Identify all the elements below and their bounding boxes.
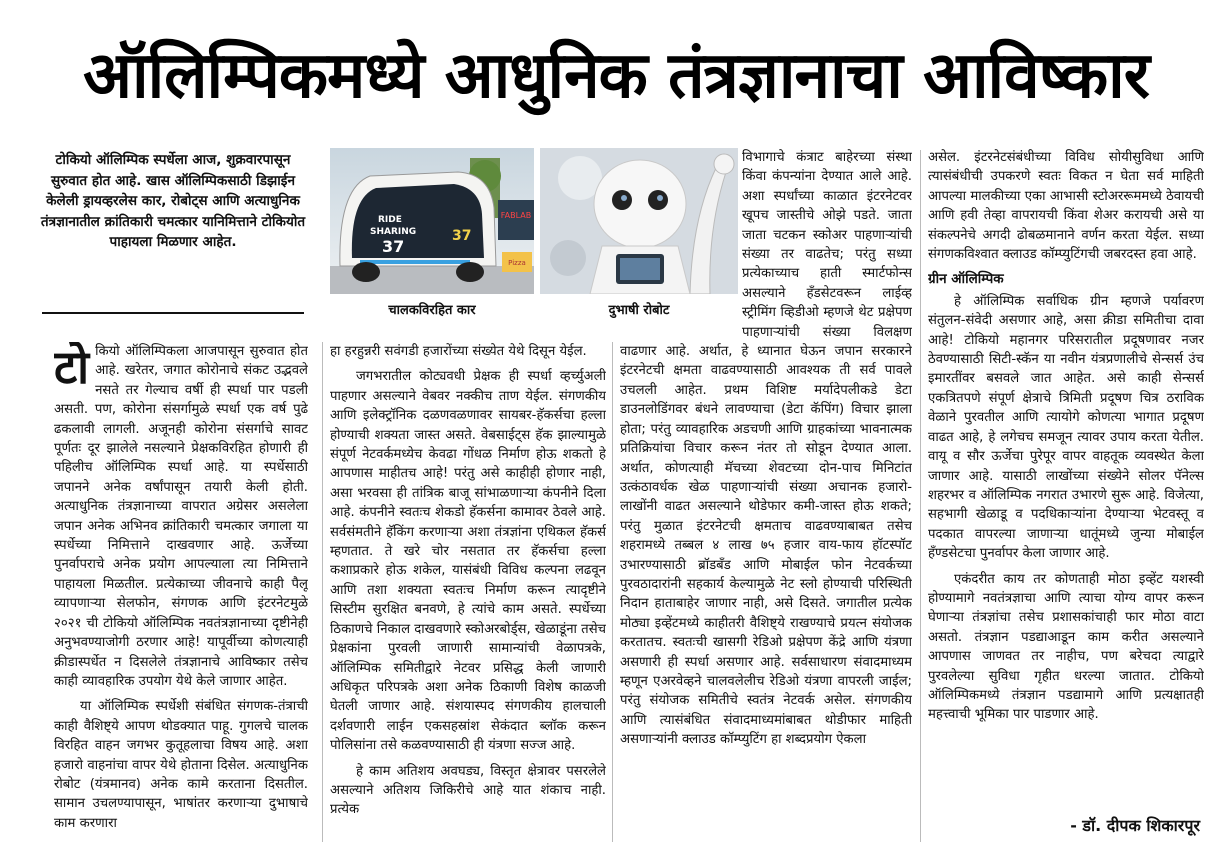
paragraph: एकंदरीत काय तर कोणताही मोठा इव्हेंट यशस्वी होण्यामागे नवतंत्रज्ञाचा आणि त्याचा योग्य वापर करून घेणाऱ्या तंत्रज्ञांचा तसेच प्रशासकांचाही फार मोठा वाटा असतो. तंत्रज्ञान पडद्याआडून काम करीत असल्याने आपणास जाणवत तर नाहीच, पण बरेचदा त्याद्वारे पुरवलेल्या सुविधा गृहीत धरल्या जातात. टोकियो ऑलिम्पिकमध्ये तंत्रज्ञान पडद्यामागे आणि प्रत्यक्षातही महत्त्वाची भूमिका पार पाडणार आहे.	[928, 571, 1204, 723]
lead-paragraph: टोकियो ऑलिम्पिक स्पर्धेला आज, शुक्रवारपासून सुरुवात होत आहे. खास ऑलिम्पिकसाठी डिझाईन केलेली ड्रायव्हरलेस कार, रोबोट्स आणि अत्याधुनिक तंत्रज्ञानातील क्रांतिकारी चमत्कार यानिमित्ताने टोकियोत पाहायला मिळणार आहेत.	[40, 152, 306, 250]
column-rule	[322, 342, 323, 842]
paragraph: हे ऑलिम्पिक सर्वाधिक ग्रीन म्हणजे पर्यावरण संतुलन-संवेदी असणार आहे, असा क्रीडा समितीचा दावा आहे! टोकियो महानगर परिसरातील प्रदूषणावर नजर ठेवण्यासाठी सिटी-स्कॅन या नवीन यंत्रप्रणालीचे सेन्सर्स उंच इमारतींवर बसवले जात आहेत. असे काही सेन्सर्स एकत्रितपणे संपूर्ण क्षेत्राचे त्रिमिती प्रदूषण चित्र ठराविक वेळाने पुरवतील आणि त्यायोगे कोणत्या भागात प्रदूषण वाढत आहे, हे लगेचच समजून त्यावर उपाय करता येतील. वायू व सौर ऊर्जेचा पुरेपूर वापर वाहतूक व्यवस्थेत केला जाणार आहे. यासाठी लाखोंच्या संख्येने सोलर पॅनेल्स शहरभर व ऑलिम्पिक नगरात उभारणे सुरू आहे. विजेत्या, सहभागी खेळाडू व पदधिकाऱ्यांना देण्याऱ्या भेटवस्तू व पदकात वापरल्या जाणाऱ्या धातूंमध्ये जुन्या मोबाईल हँण्डसेटचा पुनर्वापर केला जाणार आहे.	[928, 293, 1204, 562]
column-rule	[920, 150, 921, 842]
paragraph: या ऑलिम्पिक स्पर्धेशी संबंधित संगणक-तंत्राची काही वैशिष्ट्ये आपण थोडक्यात पाहू. गुगलचे चालक विरहित वाहन जगभर कुतूहलाचा विषय आहे. अशा हजारो वाहनांचा वापर येथे होताना दिसेल. अत्याधुनिक रोबोट (यंत्रमानव) अनेक कामे करताना दिसतील. सामान उचलण्यापासून, भाषांतर करणाऱ्या दुभाषाचे काम करणारा	[54, 699, 308, 831]
article-column-4	[928, 148, 1204, 814]
article-column-2	[330, 342, 606, 842]
article-column-3	[620, 148, 912, 842]
drop-cap: टो	[54, 342, 90, 394]
car-number-right: 37	[452, 228, 472, 244]
headline: ऑलिम्पिकमध्ये आधुनिक तंत्रज्ञानाचा आविष्कार	[83, 39, 1149, 113]
subheading-green-olympic: ग्रीन ऑलिम्पिक	[928, 271, 1004, 288]
paragraph: विभागाचे कंत्राट बाहेरच्या संस्था किंवा कंपन्यांना देण्यात आले आहे. अशा स्पर्धांच्या काळात इंटरनेटवर खूपच जास्तीचे ओझे पडते. जाता जाता चटकन स्कोअर पाहणाऱ्यांची संख्या तर वाढतेच; परंतु सध्या प्रत्येकाच्याच हाती स्मार्टफोन्स असल्याने हँडसेटवरून लाईव्ह स्ट्रीमिंग व्हिडीओ म्हणजे थेट प्रक्षेपण पाहणाऱ्यांची संख्या विलक्षण वाढणार आहे. अर्थात, हे ध्यानात घेऊन जपान सरकारने इंटरनेटची क्षमता वाढवण्यासाठी आवश्यक ती सर्व पावले उचलली आहेत. प्रथम विशिष्ट मर्यादेपलीकडे डेटा डाउनलोडिंगवर बंधने लावण्याचा (डेटा कॅपिंग) विचार झाला होता; परंतु व्यावहारिक अडचणी आणि ग्राहकांच्या भावनात्मक प्रतिक्रियांचा विचार करून नंतर तो सोडून देण्यात आला. अर्थात, कोणत्याही मॅचच्या शेवटच्या दोन-पाच मिनिटांत उत्कंठावर्धक खेळ पाहणाऱ्यांची संख्या अचानक हजारो-लाखोंनी वाढत असल्याने थोडेफार कमी-जास्त होऊ शकते; परंतु मुळात इंटरनेटची क्षमताच वाढवण्याबाबत तसेच शहरामध्ये तब्बल ४ लाख ७५ हजार वाय-फाय हॉटस्पॉट उभारण्यासाठी ब्रॉडबँड आणि मोबाईल फोन नेटवर्कच्या पुरवठादारांनी सहकार्य केल्यामुळे नेट स्लो होण्याची परिस्थिती निदान हाताबाहेर जाणार नाही, असे दिसते. जगातील प्रत्येक मोठ्या इव्हेंटमध्ये काहीतरी वैशिष्ट्ये राखण्याचे प्रयत्न संयोजक करतातच. स्वतःची खासगी रेडिओ प्रक्षेपण केंद्रे आणि यंत्रणा असणारी ही स्पर्धा असणार आहे. सर्वसाधारण संवादमाध्यम म्हणून एअरवेव्हने चालवलेलीच रेडिओ यंत्रणा वापरली जाईल; परंतु संयोजक समितीचे स्वतंत्र नेटवर्क असेल. संगणकीय आणि त्यासंबंधित संवादमाध्यमांबाबत थोडीफार माहिती असणाऱ्यांनी क्लाउड कॉम्प्युटिंग हा शब्दप्रयोग ऐकला	[620, 150, 912, 748]
byline: - डॉ. दीपक शिकारपूर	[1070, 816, 1200, 835]
paragraph: हे काम अतिशय अवघड्य, विस्तृत क्षेत्रावर पसरलेले असल्याने अतिशय जिकिरीचे आहे यात शंकाच नाही. प्रत्येक	[330, 763, 606, 818]
driverless-car-illustration	[330, 148, 534, 294]
article-column-1	[54, 342, 308, 842]
paragraph: असेल. इंटरनेटसंबंधीच्या विविध सोयीसुविधा आणि त्यासंबंधीची उपकरणे स्वतः विकत न घेता सर्व माहिती आपल्या मालकीच्या एका आभासी स्टोअररूममध्ये ठेवायची आणि हवी तेव्हा वापरायची किंवा शेअर करायची असे या संकल्पनेचे अगदी ढोबळमानाने वर्णन करता येईल. सध्या संगणकविश्वात क्लाउड कॉम्प्युटिंगची जबरदस्त हवा आहे.	[928, 150, 1204, 263]
robot-caption: दुभाषी रोबोट	[608, 303, 670, 318]
paragraph: जगभरातील कोट्यवधी प्रेक्षक ही स्पर्धा व्हर्च्युअली पाहणार असल्याने वेबवर नक्कीच ताण येईल. संगणकीय आणि इलेक्ट्रॉनिक दळणवळणावर सायबर-हॅकर्सचा हल्ला होण्याची शक्यता जास्त असते. वेबसाईट्स हॅक झाल्यामुळे संपूर्ण नेटवर्कमध्येच केवढा गोंधळ निर्माण होऊ शकतो हे आपणास माहीतच आहे! परंतु असे काहीही होणार नाही, असा भरवसा ही तांत्रिक बाजू सांभाळणाऱ्या कंपनीने दिला आहे. कंपनीने स्वतःच शेकडो हॅकर्सना कामावर ठेवले आहे. सर्वसंमतीने हॅकिंग करणाऱ्या अशा तंत्रज्ञांना एथिकल हॅकर्स म्हणतात. ते खरे चोर नसतात तर हॅकर्सचा हल्ला कशाप्रकारे होऊ शकेल, यासंबंधी विविध कल्पना लढवून आणि तशा शक्यता स्वतःच निर्माण करून त्यादृष्टीने सिस्टीम सुरक्षित बनवणे, हे त्यांचे काम असते. स्पर्धेच्या ठिकाणचे निकाल दाखवणारे स्कोअरबोर्ड्स, खेळाडूंना तसेच प्रेक्षकांना पुरवली जाणारी सामान्यांची वेळापत्रके, ऑलिम्पिक समितीद्वारे नेटवर प्रसिद्ध केली जाणारी अधिकृत परिपत्रके अशा अनेक ठिकाणी विशेष काळजी घेतली जाणार आहे. संशयास्पद संगणकीय हालचाली दर्शवणारी लाईन एकसहस्रांश सेकंदात ब्लॉक करून पोलिसांना तसे कळवण्यासाठी ही यंत्रणा सज्ज आहे.	[330, 369, 606, 754]
car-caption: चालकविरहित कार	[388, 303, 476, 318]
ride-text: RIDE	[378, 215, 402, 225]
driverless-car-photo	[330, 148, 534, 294]
paragraph: हा हरहुन्नरी सवंगडी हजारोंच्या संख्येत येथे दिसून येईल.	[330, 344, 587, 359]
pizza-sign: Pizza	[508, 259, 526, 267]
car-number-left: 37	[382, 237, 405, 256]
lead-divider	[42, 312, 304, 314]
sharing-text: SHARING	[370, 227, 417, 237]
paragraph-text: कियो ऑलिम्पिकला आजपासून सुरुवात होत आहे. खरेतर, जगात कोरोनाचे संकट उद्भवले नसते तर गेल्याच वर्षी ही स्पर्धा पार पडली असती. पण, कोरोना संसर्गामुळे स्पर्धा एक वर्ष पुढे ढकलावी लागली. अजूनही कोरोना संसर्गाचे सावट पूर्णतः दूर झालेले नसल्याने प्रेक्षकविरहित होणारी ही पहिलीच ऑलिम्पिक स्पर्धा आहे. या स्पर्धेसाठी जपानने अनेक वर्षांपासून तयारी केली होती. अत्याधुनिक तंत्रज्ञानाच्या वापरात अग्रेसर असलेला जपान अनेक अभिनव क्रांतिकारी चमत्कार जगाला या स्पर्धेच्या निमित्ताने दाखवणार आहे. ऊर्जेच्या पुनर्वापराचे अनेक प्रयोग आपल्याला त्या निमित्ताने पाहायला मिळतील. प्रत्येकाच्या जीवनाचे काही पैलू व्यापणाऱ्या सेलफोन, संगणक आणि इंटरनेटमुळे २०२१ ची टोकियो ऑलिम्पिक नवतंत्रज्ञानाच्या दृष्टीनेही अनुभवण्याजोगी ठरणार आहे! यापूर्वीच्या कोणत्याही क्रीडास्पर्धेत न दिसलेले तंत्रज्ञानाचे आविष्कार तसेच काही व्यावहारिक उपयोग येथे केले जाणार आहेत.	[54, 344, 308, 689]
photo-wrap-spacer	[620, 148, 742, 340]
fablab-sign: FABLAB	[500, 211, 532, 220]
column-rule	[612, 342, 613, 842]
paragraph	[54, 342, 308, 691]
